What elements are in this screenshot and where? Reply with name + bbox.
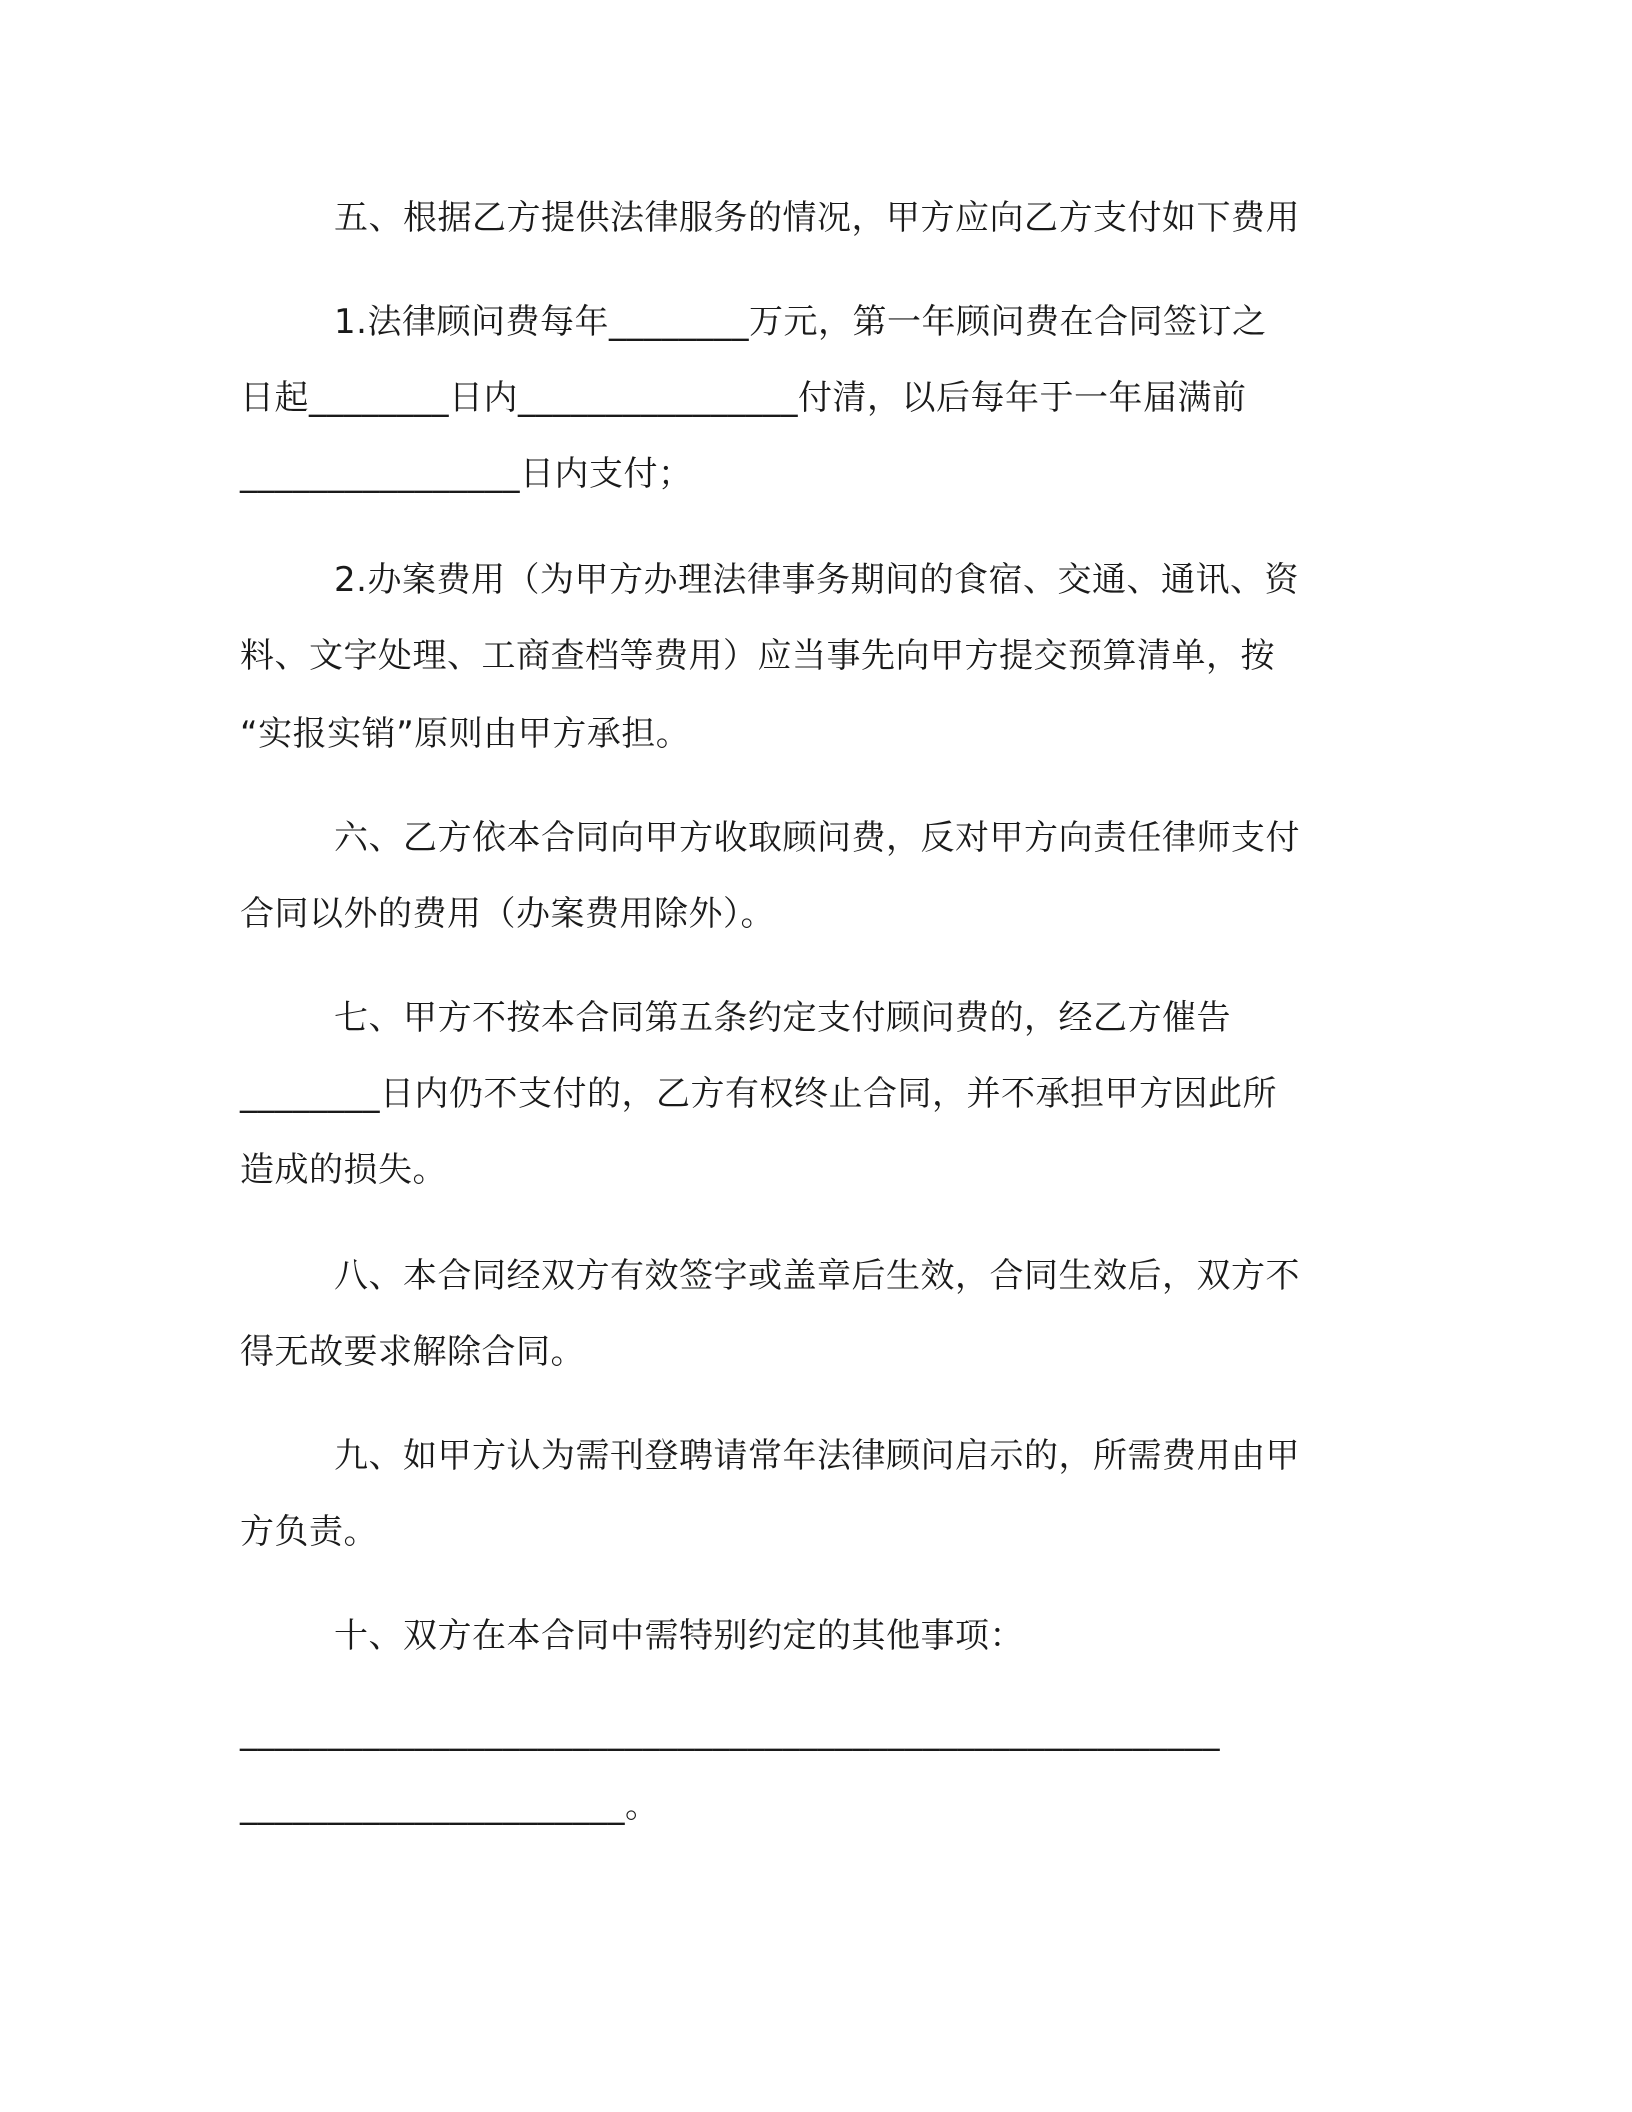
clause-9-line-1: 九、如甲方认为需刊登聘请常年法律顾问启示的，所需费用由甲 (334, 1436, 1300, 1476)
clause-7-line-2: ________日内仍不支付的，乙方有权终止合同，并不承担甲方因此所 (240, 1074, 1277, 1114)
clause-5-item-1-line-2: 日起________日内________________付清，以后每年于一年届满前 (240, 378, 1247, 418)
clause-7-line-1: 七、甲方不按本合同第五条约定支付顾问费的，经乙方催告 (334, 998, 1231, 1038)
clause-5-item-1-line-3: ________________日内支付； (240, 454, 693, 494)
clause-6-line-2: 合同以外的费用（办案费用除外）。 (240, 894, 775, 934)
clause-6-line-1: 六、乙方依本合同向甲方收取顾问费，反对甲方向责任律师支付 (334, 818, 1300, 858)
clause-10-blank-line-2: ______________________。 (240, 1786, 660, 1826)
clause-10-blank-line-1: ________________________________________________________ (240, 1712, 1220, 1752)
clause-7-line-3: 造成的损失。 (240, 1150, 447, 1190)
clause-8-line-1: 八、本合同经双方有效签字或盖章后生效，合同生效后，双方不 (334, 1256, 1300, 1296)
clause-8-line-2: 得无故要求解除合同。 (240, 1332, 585, 1372)
clause-5-item-2-line-2: 料、文字处理、工商查档等费用）应当事先向甲方提交预算清单，按 (240, 636, 1275, 676)
clause-5-item-1-line-1: 1.法律顾问费每年________万元，第一年顾问费在合同签订之 (334, 302, 1267, 342)
clause-5-item-2-line-3: “实报实销”原则由甲方承担。 (240, 714, 691, 754)
clause-9-line-2: 方负责。 (240, 1512, 378, 1552)
clause-5-item-2-line-1: 2.办案费用（为甲方办理法律事务期间的食宿、交通、通讯、资 (334, 560, 1299, 600)
clause-10-heading: 十、双方在本合同中需特别约定的其他事项： (334, 1616, 1024, 1656)
clause-5-heading: 五、根据乙方提供法律服务的情况，甲方应向乙方支付如下费用 (334, 198, 1300, 238)
